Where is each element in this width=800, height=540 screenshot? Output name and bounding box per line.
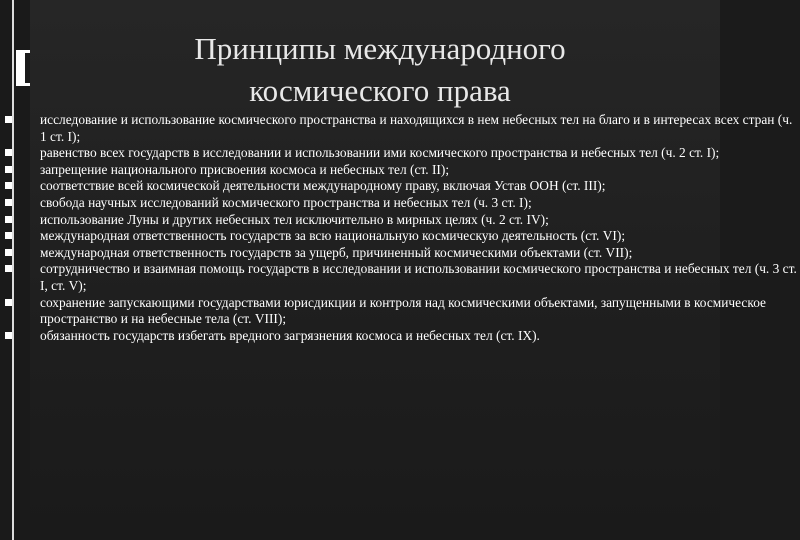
square-bullet-icon [5, 332, 12, 339]
list-item [0, 178, 720, 195]
list-item [0, 195, 720, 212]
principles-list [0, 112, 797, 344]
list-item-text: равенство всех государств в исследовании и использовании ими космического пространства и небесных тел (ч. 2 ст. I); [40, 145, 720, 161]
list-item [0, 112, 793, 145]
list-item-text: свобода научных исследований космического пространства и небесных тел (ч. 3 ст. I); [40, 194, 532, 210]
list-item-text: сотрудничество и взаимная помощь государств в исследовании и использовании космического пространства и небесных тел (ч. 3 ст. I, ст. V); [40, 261, 797, 293]
list-item-text: использование Луны и других небесных тел исключительно в мирных целях (ч. 2 ст. IV); [40, 211, 549, 227]
square-bullet-icon [5, 199, 12, 206]
list-item [0, 294, 767, 328]
decorative-block [16, 50, 25, 86]
list-item [0, 261, 797, 294]
square-bullet-icon [5, 232, 12, 239]
list-item [0, 245, 720, 262]
square-bullet-icon [5, 182, 12, 189]
square-bullet-icon [5, 249, 12, 256]
square-bullet-icon [5, 116, 12, 123]
square-bullet-icon [5, 265, 12, 272]
list-item-text: международная ответственность государств за ущерб, причиненный космическими объектами (ст. VII); [40, 244, 633, 260]
decorative-bar-bottom [16, 83, 30, 86]
square-bullet-icon [5, 149, 12, 156]
slide-title-line-2: космического права [249, 73, 511, 108]
list-item-text: запрещение национального присвоения космоса и небесных тел (ст. II); [40, 161, 450, 177]
slide-title [120, 28, 640, 112]
square-bullet-icon [5, 216, 12, 223]
list-item-text: международная ответственность государств за всю национальную космическую деятельность (ст. VI); [40, 228, 626, 244]
square-bullet-icon [5, 166, 12, 173]
list-item [0, 145, 720, 162]
list-item [0, 228, 720, 245]
list-item [0, 162, 720, 179]
list-item-text: сохранение запускающими государствами юрисдикции и контроля над космическими объектами, запущенными в космическое пространство и на небесные тела (ст. VIII); [40, 294, 767, 327]
list-item-text: исследование и использование космического пространства и находящихся в нем небесных тел на благо и в интересах всех стран (ч. 1 ст. I); [40, 112, 793, 144]
decorative-bar-top [16, 50, 30, 53]
square-bullet-icon [5, 299, 12, 306]
list-item [0, 328, 720, 345]
list-item-text: соответствие всей космической деятельности международному праву, включая Устав ООН (ст. III); [40, 178, 606, 194]
list-item-text: обязанность государств избегать вредного загрязнения космоса и небесных тел (ст. IX). [40, 327, 540, 343]
slide-title-line-1: Принципы международного [194, 31, 566, 66]
list-item [0, 212, 720, 229]
